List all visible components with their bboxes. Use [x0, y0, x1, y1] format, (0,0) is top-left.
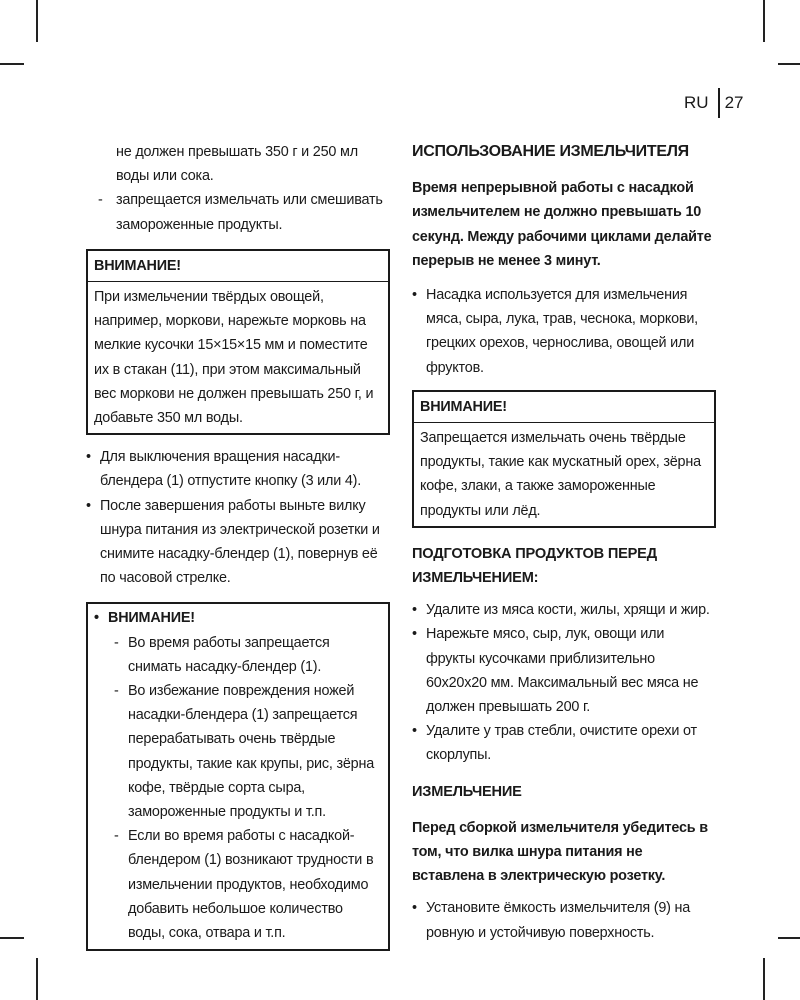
- section-heading: ПОДГОТОВКА ПРОДУКТОВ ПЕРЕД ИЗМЕЛЬЧЕНИЕМ:: [412, 545, 657, 587]
- warning-title: ВНИМАНИЕ!: [88, 251, 388, 282]
- page-number: 27: [724, 93, 744, 112]
- crop-mark: [36, 0, 38, 42]
- crop-mark: [36, 958, 38, 1000]
- warning-item: - Если во время работы с насадкой-блендером (1) возникают трудности в измельчении продуктов, необходимо добавить небольшое количество воды, сока, отвара и т.п.: [94, 824, 382, 945]
- warning-text: При измельчении твёрдых овощей, например, моркови, нарежьте морковь на мелкие кусочки 15×15×15 мм и поместите их в стакан (11), при этом максимальный вес моркови не должен превышать 250 г, и добавьте 350 мл воды.: [94, 289, 374, 427]
- crop-mark: [778, 63, 800, 65]
- list-item: • Нарежьте мясо, сыр, лук, овощи или фрукты кусочками приблизительно 60x20x20 мм. Максимальный вес мяса не должен превышать 200 г.: [412, 622, 716, 719]
- warning-item: - Во время работы запрещается снимать насадку-блендер (1).: [94, 631, 382, 679]
- list-item: • Удалите из мяса кости, жилы, хрящи и жир.: [412, 598, 716, 622]
- crop-mark: [0, 937, 24, 939]
- list-item: • После завершения работы выньте вилку шнура питания из электрической розетки и снимите насадку-блендер (1), повернув её по часовой стрелке.: [86, 494, 390, 591]
- list-item: • Установите ёмкость измельчителя (9) на ровную и устойчивую поверхность.: [412, 896, 716, 944]
- list-item: • Удалите у трав стебли, очистите орехи от скорлупы.: [412, 719, 716, 767]
- intro-dash-item: - запрещается измельчать или смешивать замороженные продукты.: [86, 188, 390, 236]
- intro-continuation: не должен превышать 350 г и 250 мл воды или сока.: [116, 144, 358, 185]
- crop-mark: [778, 937, 800, 939]
- warning-box: [412, 390, 716, 528]
- warning-text: Запрещается измельчать очень твёрдые продукты, такие как мускатный орех, зёрна кофе, злаки, а также замороженные продукты или лёд.: [420, 430, 701, 519]
- crop-mark: [763, 958, 765, 1000]
- bold-paragraph: Время непрерывной работы с насадкой измельчителем не должно превышать 10 секунд. Между рабочими циклами делайте перерыв не менее 3 минут.: [412, 180, 712, 269]
- warning-title: ВНИМАНИЕ!: [414, 392, 714, 423]
- section-heading: ИСПОЛЬЗОВАНИЕ ИЗМЕЛЬЧИТЕЛЯ: [412, 143, 689, 160]
- list-item: • Насадка используется для измельчения мяса, сыра, лука, трав, чеснока, моркови, грецких орехов, чернослива, овощей или фруктов.: [412, 283, 716, 380]
- crop-mark: [0, 63, 24, 65]
- section-heading: ИЗМЕЛЬЧЕНИЕ: [412, 783, 522, 800]
- warning-title: • ВНИМАНИЕ!: [94, 606, 382, 630]
- list-item: • Для выключения вращения насадки-блендера (1) отпустите кнопку (3 или 4).: [86, 445, 390, 493]
- warning-box: [86, 249, 390, 435]
- page-header: [684, 88, 743, 118]
- right-column: [412, 140, 716, 945]
- crop-mark: [763, 0, 765, 42]
- warning-item: - Во избежание повреждения ножей насадки-блендера (1) запрещается перерабатывать очень твёрдые продукты, такие как крупы, рис, зёрна кофе, твёрдые сорта сыра, замороженные продукты и т.п.: [94, 679, 382, 824]
- language-code: RU: [684, 93, 709, 112]
- bold-paragraph: Перед сборкой измельчителя убедитесь в том, что вилка шнура питания не вставлена в электрическую розетку.: [412, 819, 708, 885]
- left-column: [86, 140, 390, 951]
- warning-box: [86, 602, 390, 951]
- header-separator: [718, 88, 720, 118]
